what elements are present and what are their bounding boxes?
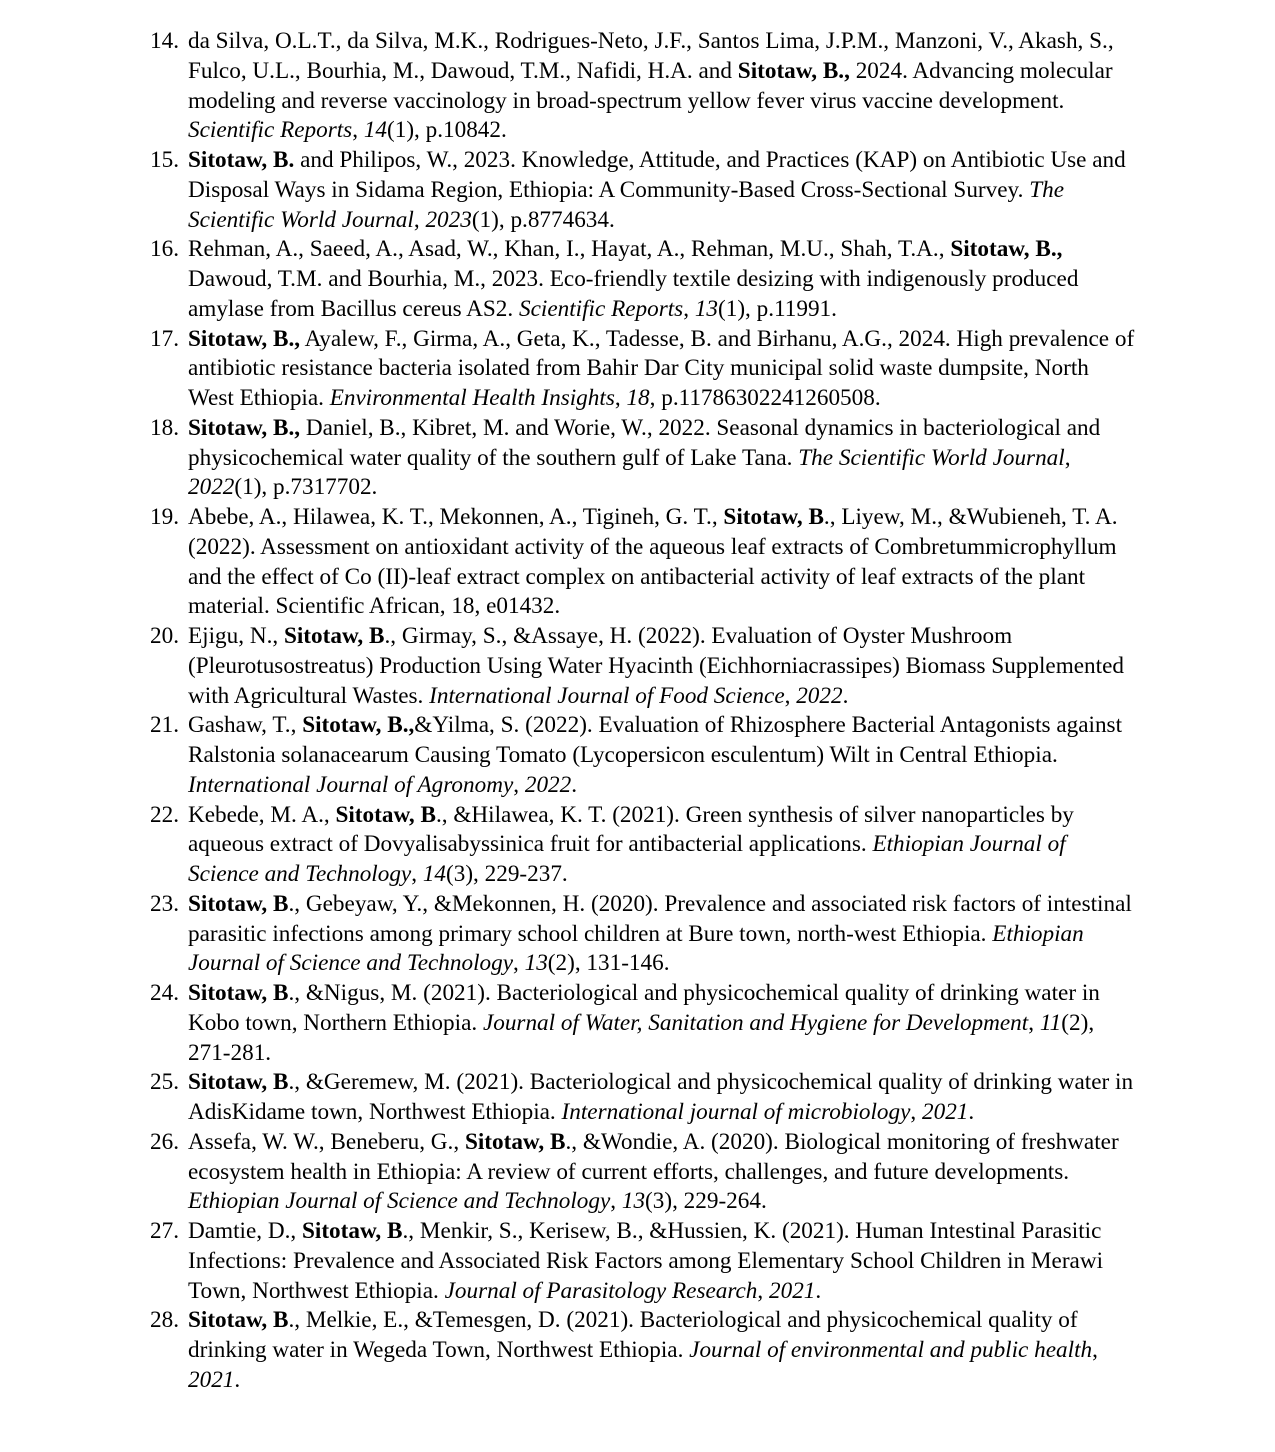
- reference-number: 28.: [150, 1307, 179, 1334]
- author-highlight: Sitotaw, B.,: [302, 712, 415, 739]
- reference-number: 26.: [150, 1128, 179, 1155]
- citation-text: (1), p.10842.: [387, 117, 507, 144]
- author-highlight: Sitotaw, B: [464, 1128, 566, 1155]
- reference-text: [188, 1218, 1103, 1304]
- citation-text: ., Menkir, S., Kerisew, B., &Hussien, K. (2021). Human Intestinal Parasitic Infections: Prevalence and Associated Risk Factors among Elementary School Children in Merawi Town, Northwest Ethiopia.: [188, 1218, 1104, 1304]
- author-highlight: Sitotaw, B: [188, 980, 289, 1006]
- author-highlight: Sitotaw, B.,: [737, 57, 850, 84]
- reference-item: [150, 890, 1140, 979]
- reference-item: [150, 801, 1140, 890]
- reference-text: [188, 236, 1078, 322]
- journal-italic: 2021: [922, 1099, 969, 1125]
- reference-item: [150, 27, 1140, 146]
- citation-text: .: [234, 1366, 241, 1393]
- citation-text: 2024. Advancing molecular modeling and reverse vaccinology in broad-spectrum yellow fever virus vaccine development.: [188, 57, 1113, 114]
- citation-text: &Yilma, S. (2022). Evaluation of Rhizosphere Bacterial Antagonists against Ralstonia solanacearum Causing Tomato (Lycopersicon esculentum) Wilt in Central Ethiopia.: [188, 712, 1123, 768]
- citation-text: (3), 229-237.: [446, 861, 568, 887]
- citation-text: ,: [513, 771, 525, 798]
- reference-number: 24.: [150, 980, 179, 1006]
- reference-number: 21.: [150, 712, 179, 739]
- citation-text: ., &Geremew, M. (2021). Bacteriological and physicochemical quality of drinking water in AdisKidame town, Northwest Ethiopia.: [188, 1069, 1134, 1125]
- citation-text: ,: [610, 1188, 622, 1215]
- reference-text: [188, 1307, 1098, 1393]
- citation-text: (1), p.7317702.: [234, 474, 378, 501]
- journal-italic: 14: [363, 117, 387, 144]
- journal-italic: International Journal of Agronomy: [188, 771, 514, 798]
- reference-number: 15.: [150, 147, 179, 173]
- citation-text: Damtie, D.,: [188, 1218, 302, 1244]
- citation-text: ,: [513, 950, 525, 977]
- journal-italic: The Scientific World Journal: [798, 444, 1065, 471]
- citation-text: ,: [683, 295, 695, 322]
- reference-item: [150, 414, 1140, 503]
- author-highlight: Sitotaw, B.,: [188, 325, 301, 352]
- citation-text: .: [815, 1277, 822, 1304]
- citation-text: ., Melkie, E., &Temesgen, D. (2021). Bacteriological and physicochemical quality of drinking water in Wegeda Town, Northwest Ethiopia.: [188, 1307, 1078, 1363]
- citation-text: .: [968, 1099, 975, 1125]
- reference-text: [188, 891, 1132, 977]
- reference-number: 17.: [150, 325, 179, 352]
- journal-italic: 2022: [524, 771, 572, 798]
- citation-text: ., &Hilawea, K. T. (2021). Green synthesis of silver nanoparticles by aqueous extract of Dovyalisabyssinica fruit for antibacterial applications.: [188, 801, 1074, 858]
- reference-number: 14.: [150, 28, 179, 54]
- author-highlight: Sitotaw, B: [723, 504, 824, 530]
- journal-italic: Ethiopian Journal of Science and Technology: [188, 920, 1084, 977]
- citation-text: Rehman, A., Saeed, A., Asad, W., Khan, I., Hayat, A., Rehman, M.U., Shah, T.A.,: [188, 236, 951, 263]
- journal-italic: The Scientific World Journal: [188, 176, 1064, 233]
- citation-text: ., Liyew, M., &Wubieneh, T. A. (2022). Assessment on antioxidant activity of the aqueous leaf extracts of Combretummicrophyllum and the effect of Co (II)-leaf extract complex on antibacterial activity of leaf extracts of the plant material. Scientific African, 18, e01432.: [188, 504, 1118, 620]
- citation-text: .: [842, 682, 849, 709]
- citation-text: and Philipos, W., 2023. Knowledge, Attitude, and Practices (KAP) on Antibiotic Use and Disposal Ways in Sidama Region, Ethiopia: A Community-Based Cross-Sectional Survey.: [188, 147, 1126, 203]
- journal-italic: 14: [422, 861, 447, 887]
- journal-italic: 13: [621, 1188, 646, 1215]
- reference-number: 20.: [150, 623, 179, 649]
- citation-text: Dawoud, T.M. and Bourhia, M., 2023. Eco-friendly textile desizing with indigenously produced amylase from Bacillus cereus AS2.: [188, 266, 1079, 322]
- citation-text: , p.11786302241260508.: [649, 385, 881, 411]
- citation-text: Kebede, M. A.,: [188, 801, 336, 828]
- reference-text: [188, 504, 1118, 619]
- citation-text: ,: [1028, 1009, 1040, 1036]
- citation-text: da Silva, O.L.T., da Silva, M.K., Rodrigues-Neto, J.F., Santos Lima, J.P.M., Manzoni, V., Akash, S., Fulco, U.L., Bourhia, M., Dawoud, T.M., Nafidi, H.A. and: [188, 28, 1114, 84]
- citation-text: (3), 229-264.: [645, 1188, 767, 1215]
- reference-item: [150, 235, 1140, 324]
- journal-italic: Scientific Reports: [519, 295, 684, 322]
- citation-text: ,: [614, 385, 627, 411]
- reference-number: 25.: [150, 1069, 179, 1096]
- reference-text: [188, 623, 1124, 709]
- journal-italic: International journal of microbiology: [561, 1099, 911, 1125]
- reference-item: [150, 1068, 1140, 1128]
- reference-number: 27.: [150, 1218, 179, 1244]
- citation-text: ., Girmay, S., &Assaye, H. (2022). Evaluation of Oyster Mushroom (Pleurotusostreatus) Production Using Water Hyacinth (Eichhorniacrassipes) Biomass Supplemented with Agricultural Wastes.: [188, 623, 1124, 709]
- author-highlight: Sitotaw, B: [188, 890, 289, 917]
- reference-text: [188, 28, 1114, 143]
- journal-italic: 2021: [188, 1366, 235, 1393]
- journal-italic: 2023: [425, 206, 472, 233]
- journal-italic: Scientific Reports: [188, 117, 353, 144]
- author-highlight: Sitotaw, B.,: [188, 414, 301, 441]
- journal-italic: Ethiopian Journal of Science and Technology: [188, 1188, 611, 1215]
- reference-text: [188, 980, 1100, 1066]
- journal-italic: Environmental Health Insights: [329, 385, 615, 411]
- reference-number: 22.: [150, 801, 179, 828]
- reference-item: [150, 1217, 1140, 1306]
- citation-text: ,: [784, 682, 797, 709]
- citation-text: ,: [757, 1277, 769, 1304]
- reference-text: [188, 415, 1100, 501]
- reference-number: 23.: [150, 890, 179, 917]
- journal-italic: 13: [694, 295, 718, 322]
- journal-italic: Journal of Water, Sanitation and Hygiene for Development: [482, 1009, 1029, 1036]
- reference-item: [150, 503, 1140, 622]
- reference-text: [188, 1129, 1119, 1215]
- citation-text: ,: [1092, 1337, 1098, 1363]
- reference-item: [150, 622, 1140, 711]
- citation-text: (1), p.8774634.: [471, 206, 615, 233]
- citation-text: Ayalew, F., Girma, A., Geta, K., Tadesse, B. and Birhanu, A.G., 2024. High prevalence of antibiotic resistance bacteria isolated from Bahir Dar City municipal solid waste dumpsite, North West Ethiopia.: [188, 325, 1135, 411]
- journal-italic: 2021: [769, 1277, 816, 1304]
- journal-italic: 11: [1039, 1009, 1062, 1036]
- journal-italic: Ethiopian Journal of Science and Technology: [188, 831, 1066, 887]
- reference-item: [150, 325, 1140, 414]
- citation-text: ,: [411, 861, 423, 887]
- citation-text: ., Gebeyaw, Y., &Mekonnen, H. (2020). Prevalence and associated risk factors of intestinal parasitic infections among primary school children at Bure town, north-west Ethiopia.: [188, 890, 1132, 947]
- reference-item: [150, 979, 1140, 1068]
- citation-text: .: [571, 771, 578, 798]
- citation-text: Abebe, A., Hilawea, K. T., Mekonnen, A., Tigineh, G. T.,: [188, 504, 724, 530]
- citation-text: Ejigu, N.,: [188, 623, 284, 649]
- reference-number: 19.: [150, 504, 179, 530]
- reference-item: [150, 146, 1140, 235]
- reference-number: 18.: [150, 414, 179, 441]
- author-highlight: Sitotaw, B: [283, 623, 385, 649]
- citation-text: Assefa, W. W., Beneberu, G.,: [188, 1128, 465, 1155]
- citation-text: ., &Wondie, A. (2020). Biological monitoring of freshwater ecosystem health in Ethiopia: A review of current efforts, challenges, and future developments.: [188, 1128, 1119, 1185]
- citation-text: ,: [1064, 444, 1071, 471]
- citation-text: (2), 271-281.: [188, 1009, 1095, 1066]
- author-highlight: Sitotaw, B: [188, 1307, 289, 1334]
- citation-text: (2), 131-146.: [547, 950, 670, 977]
- journal-italic: 2022: [796, 682, 843, 709]
- author-highlight: Sitotaw, B.,: [950, 236, 1063, 263]
- journal-italic: 2022: [188, 474, 235, 501]
- journal-italic: Journal of Parasitology Research: [444, 1277, 758, 1304]
- reference-text: [188, 802, 1074, 888]
- reference-text: [188, 712, 1122, 798]
- citation-text: ,: [352, 117, 364, 144]
- reference-item: [150, 1306, 1140, 1395]
- author-highlight: Sitotaw, B: [301, 1218, 403, 1244]
- citation-text: Gashaw, T.,: [188, 712, 303, 739]
- reference-item: [150, 1128, 1140, 1217]
- author-highlight: Sitotaw, B.: [188, 147, 295, 173]
- author-highlight: Sitotaw, B: [335, 801, 436, 828]
- citation-text: Daniel, B., Kibret, M. and Worie, W., 2022. Seasonal dynamics in bacteriological and physicochemical water quality of the southern gulf of Lake Tana.: [188, 414, 1101, 471]
- author-highlight: Sitotaw, B: [188, 1069, 289, 1096]
- journal-italic: Journal of environmental and public health: [689, 1337, 1093, 1363]
- reference-text: [188, 326, 1134, 412]
- journal-italic: International Journal of Food Science: [429, 682, 785, 709]
- journal-italic: 13: [524, 950, 548, 977]
- reference-item: [150, 711, 1140, 800]
- reference-text: [188, 147, 1126, 233]
- reference-text: [188, 1069, 1133, 1125]
- reference-number: 16.: [150, 236, 179, 263]
- citation-text: ,: [910, 1099, 922, 1125]
- citation-text: (1), p.11991.: [718, 295, 837, 322]
- citation-text: ,: [413, 206, 426, 233]
- reference-list: [150, 27, 1140, 1396]
- citation-text: ., &Nigus, M. (2021). Bacteriological and physicochemical quality of drinking water in Kobo town, Northern Ethiopia.: [188, 980, 1100, 1036]
- journal-italic: 18: [626, 385, 650, 411]
